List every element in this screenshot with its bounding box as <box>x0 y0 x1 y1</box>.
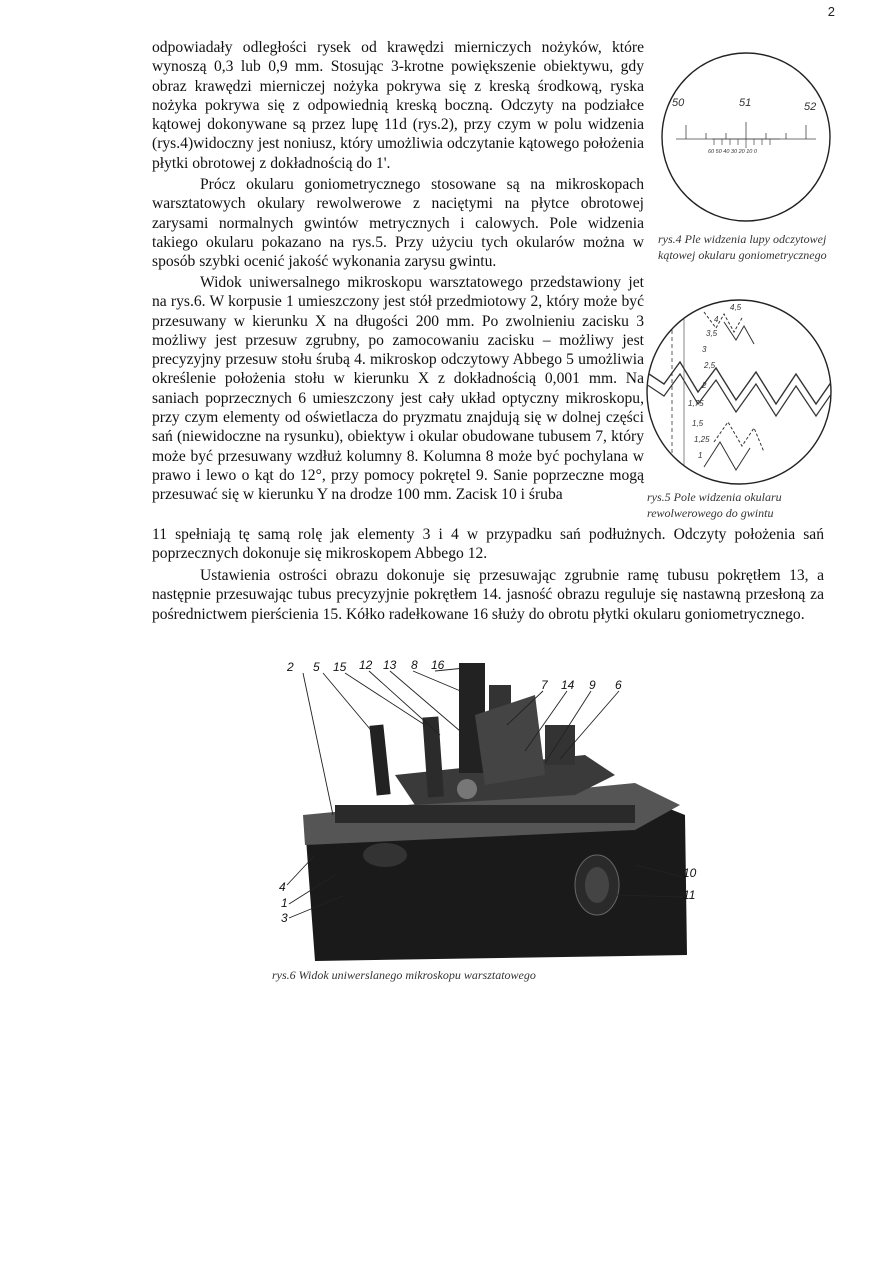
callout-6: 6 <box>615 678 622 692</box>
fig4-label-52: 52 <box>804 101 817 113</box>
fig5-label-1: 4 <box>714 315 719 324</box>
fig5-field-of-view <box>644 292 834 492</box>
callout-11: 11 <box>683 888 696 902</box>
fig5-label-9: 1 <box>698 451 703 460</box>
figure-6 <box>275 655 715 967</box>
paragraph-4: Ustawienia ostrości obrazu dokonuje się przesuwając zgrubnie ramę tubusu pokrętłem 13, a następnie przesuwając tubus precyzyjnie pokrętłem 14. jasność obrazu reguluje się nastawną przesłoną za pośrednictwem pierścienia 15. Kółko radełkowane 16 służy do obrotu płytki okularu goniometrycznego. <box>152 567 824 623</box>
page-number: 2 <box>827 4 835 19</box>
fig4-label-50: 50 <box>672 97 685 109</box>
figure-5-caption: rys.5 Pole widzenia okularu rewolwerowego do gwintu <box>647 490 782 520</box>
fig5-label-5: 2 <box>702 381 707 390</box>
paragraph-2: Prócz okularu goniometrycznego stosowane są na mikroskopach warsztatowych okulary rewolwerowe z naciętymi na płytce obrotowej zarysami normalnych gwintów metrycznych i calowych. Pole widzenia takiego okularu pokazano na rys.5. Przy użyciu tych okularów można w sposób szybki ocenić jakość wykonania zarysu gwintu. <box>152 176 644 271</box>
figure-4 <box>656 42 836 232</box>
callout-7: 7 <box>541 678 548 692</box>
callout-9: 9 <box>589 678 596 692</box>
fig5-label-3: 3 <box>702 345 707 354</box>
figure-6-caption: rys.6 Widok uniwerslanego mikroskopu warsztatowego <box>272 968 536 982</box>
fig5-label-4: 2,5 <box>704 361 716 370</box>
fig5-label-0: 4,5 <box>730 303 742 312</box>
paragraph-3a: Widok uniwersalnego mikroskopu warsztatowego przedstawiony jet na rys.6. W korpusie 1 umieszczony jest stół przedmiotowy 2, który może być przesuwany w kierunku X na długości 200 mm. Po zwolnieniu zacisku 3 możliwy jest przesuw zgrubny, po zamocowaniu zacisku – możliwy jest precyzyjny przesuw stołu śrubą 4. mikroskop odczytowy Abbego 5 umożliwia określenie położenia stołu w kierunku X z dokładnością 0,001 mm. Na saniach poprzecznych 6 umieszczony jest cały układ optyczny mikroskopu, przy czym elementy od oświetlacza do pryzmatu znajdują się w dolnej części sań (niewidoczne na rysunku), obiektyw i okular obudowane tubusem 7, który może być przesuwany wzdłuż kolumny 8. Kolumna 8 może być pochylana w prawo i lewo o kąt do 12°, przy pomocy pokrętel 9. Sanie poprzeczne mogą przesuwać się w kierunku Y na drodze 100 mm. Zacisk 10 i śruba <box>152 274 644 504</box>
callout-10: 10 <box>683 866 697 880</box>
fig5-label-8: 1,25 <box>694 435 710 444</box>
fig5-label-7: 1,5 <box>692 419 704 428</box>
callout-16: 16 <box>431 658 445 672</box>
callout-2: 2 <box>287 660 294 674</box>
figure-5 <box>644 292 834 492</box>
callout-14: 14 <box>561 678 575 692</box>
callout-12: 12 <box>359 658 373 672</box>
fig5-label-2: 3,5 <box>706 329 718 338</box>
microscope-photo <box>275 655 715 967</box>
callout-1: 1 <box>281 896 288 910</box>
callout-4: 4 <box>279 880 286 894</box>
paragraph-3b: 11 spełniają tę samą rolę jak elementy 3 i 4 w przypadku sań podłużnych. Odczyty położenia sań poprzecznych dokonuje się mikroskopem Abbego 12. <box>152 526 824 563</box>
callout-13: 13 <box>383 658 397 672</box>
callout-15: 15 <box>333 660 347 674</box>
fig4-vernier-labels: 60 50 40 30 20 10 0 <box>708 149 757 155</box>
callout-8: 8 <box>411 658 418 672</box>
paragraph-1: odpowiadały odległości rysek od krawędzi mierniczych nożyków, które wynoszą 0,3 lub 0,9 mm. Stosując 3-krotne powiększenie obiektywu, gdy obraz krawędzi mierniczej nożyka pokrywa się z kreską środkową, ryska nożyka pokrywa się z odpowiednią kreską boczną. Odczyty na podziałce kątowej dokonywane są przez lupę 11d (rys.2), przy czym w polu widzenia (rys.4)widoczny jest noniusz, który umożliwia odczytanie kątowego położenia płytki obrotowej z dokładnością do 1'. <box>152 39 644 172</box>
callout-5: 5 <box>313 660 320 674</box>
figure-4-caption: rys.4 Ple widzenia lupy odczytowej kątowej okularu goniometrycznego <box>658 232 827 262</box>
fig5-label-6: 1,75 <box>688 399 704 408</box>
fig4-field-of-view <box>656 42 836 232</box>
callout-3: 3 <box>281 911 288 925</box>
fig4-label-51: 51 <box>739 97 752 109</box>
